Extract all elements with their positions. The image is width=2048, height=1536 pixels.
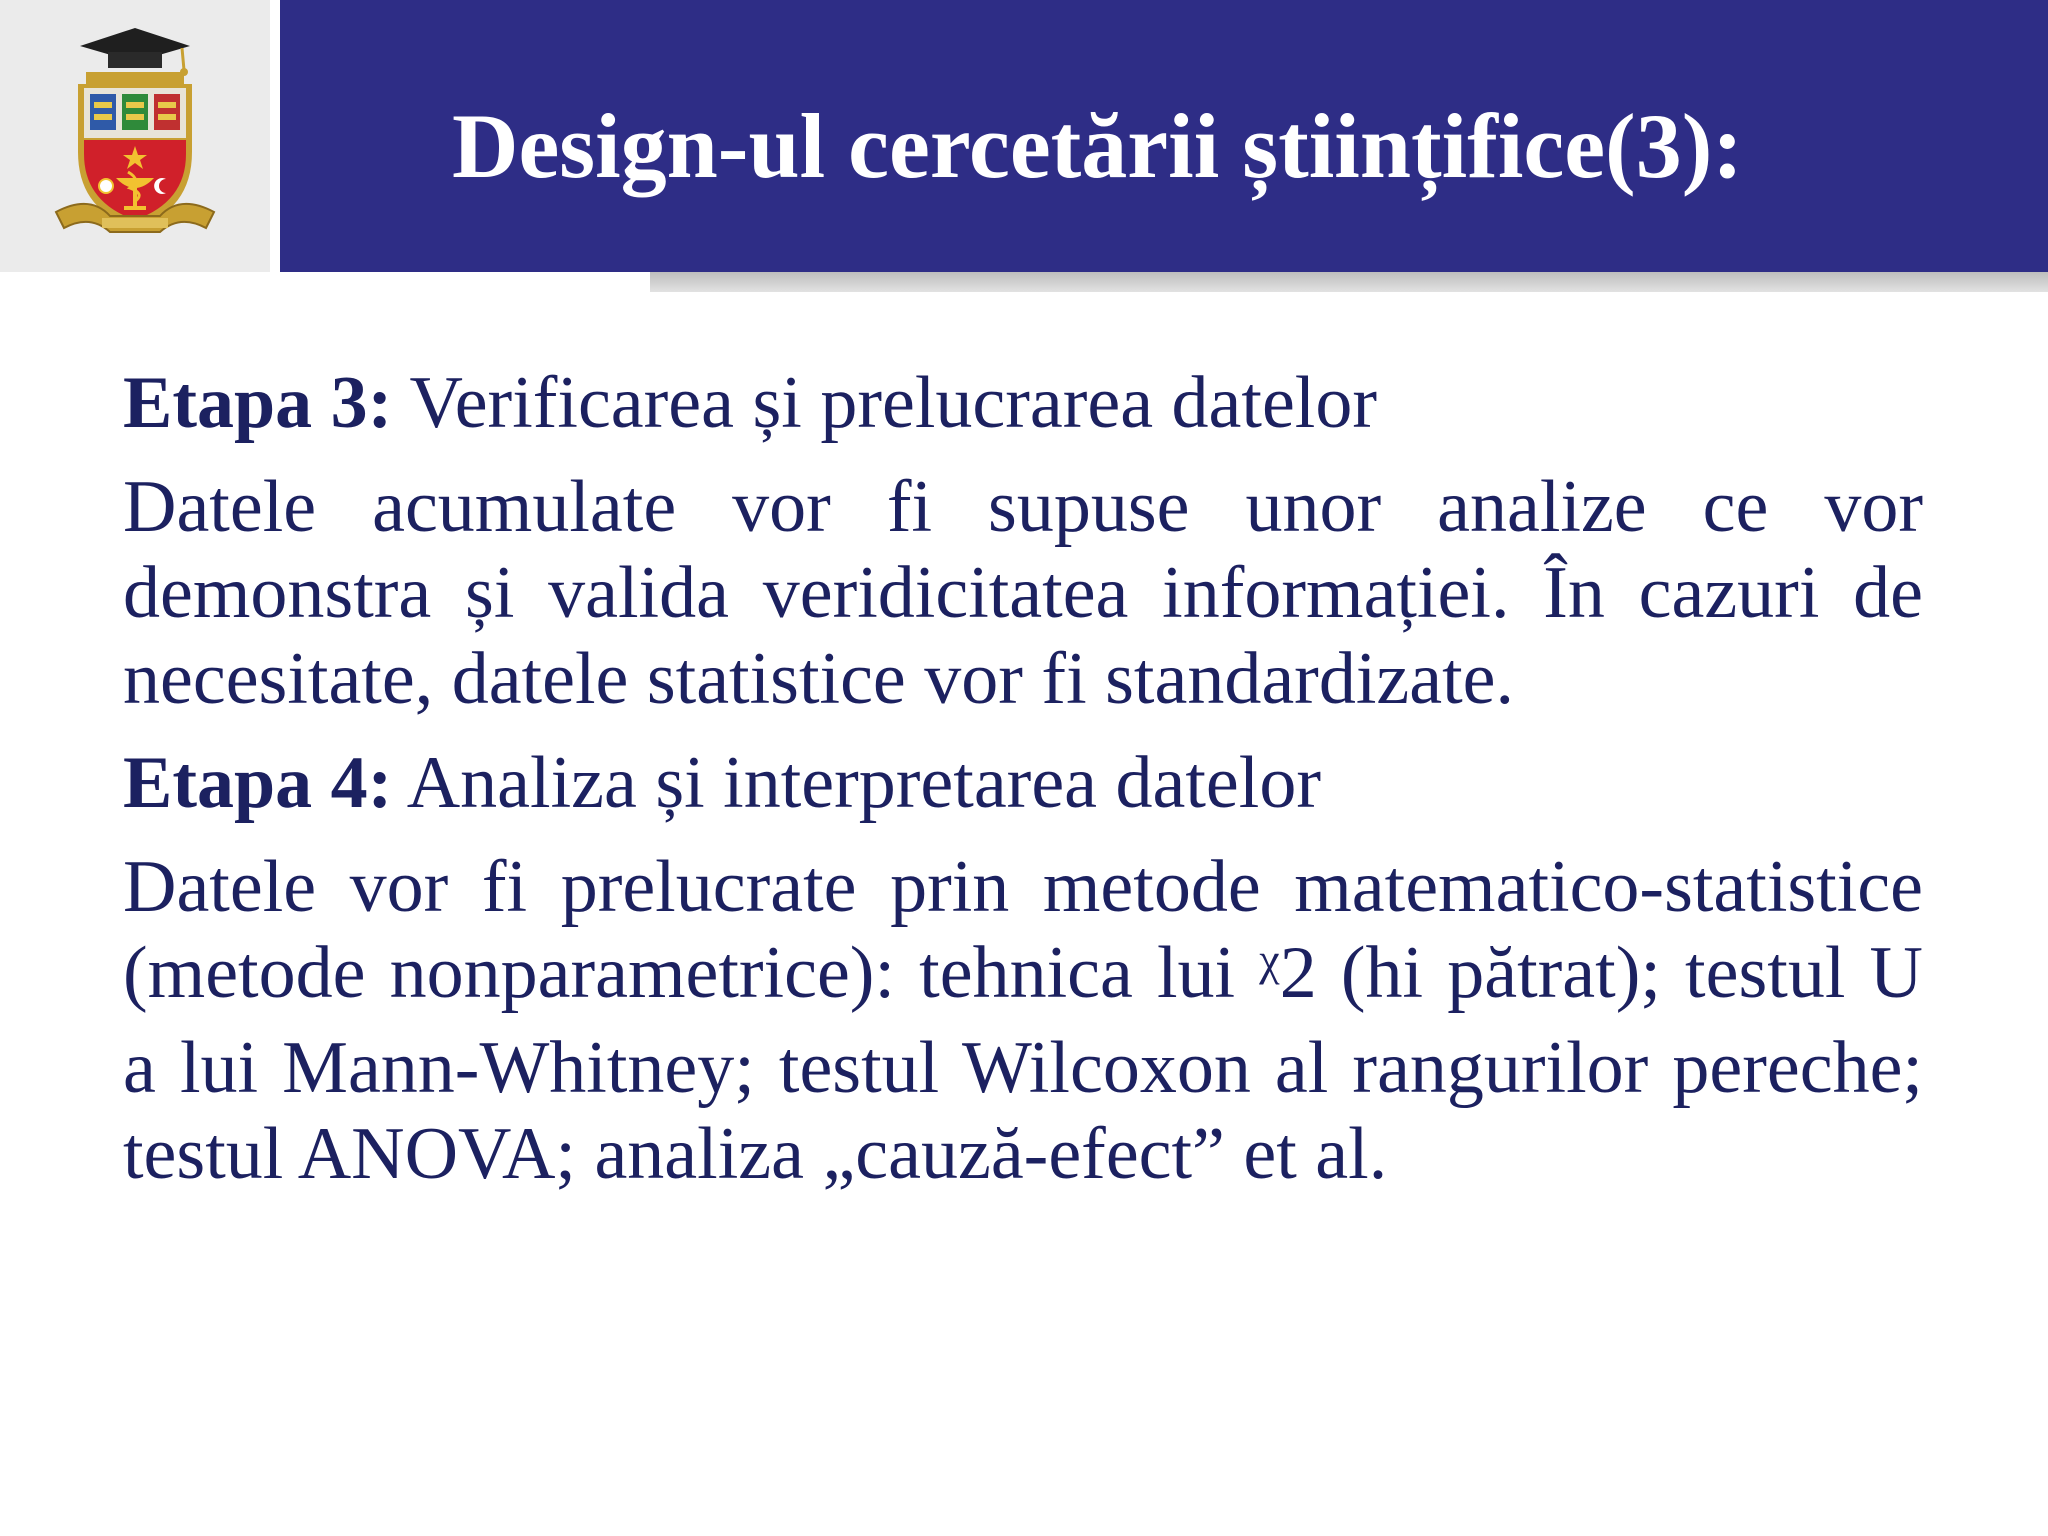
etapa3-title: Verificarea și prelucrarea datelor (392, 362, 1378, 444)
etapa4-heading (123, 740, 1923, 826)
page-title: Design-ul cercetării științifice(3): (452, 95, 1743, 197)
etapa3-heading (123, 360, 1923, 446)
title-bar-shadow (650, 272, 2048, 292)
etapa3-label: Etapa 3: (123, 362, 393, 444)
etapa4-label: Etapa 4: (123, 742, 393, 824)
etapa3-paragraph: Datele acumulate vor fi supuse unor analize ce vor demonstra și valida veridicitatea informației. În cazuri de necesitate, datele statistice vor fi standardizate. (123, 466, 1923, 720)
etapa4-paragraph (123, 844, 1923, 1197)
etapa4-text-before: Datele vor fi prelucrate prin metode matematico-statistice (metode nonparametrice): tehnica lui (123, 846, 1923, 1014)
chi-symbol: χ (1259, 934, 1280, 985)
etapa4-text-after: 2 (hi pătrat); testul U a lui Mann-Whitney; testul Wilcoxon al rangurilor pereche; testul ANOVA; analiza „cauză-efect” et al. (123, 932, 1923, 1195)
etapa4-title: Analiza și interpretarea datelor (392, 742, 1321, 824)
university-crest-icon (50, 22, 220, 252)
title-bar (274, 0, 2048, 272)
slide-content (123, 360, 1923, 1215)
logo-panel (0, 0, 270, 272)
